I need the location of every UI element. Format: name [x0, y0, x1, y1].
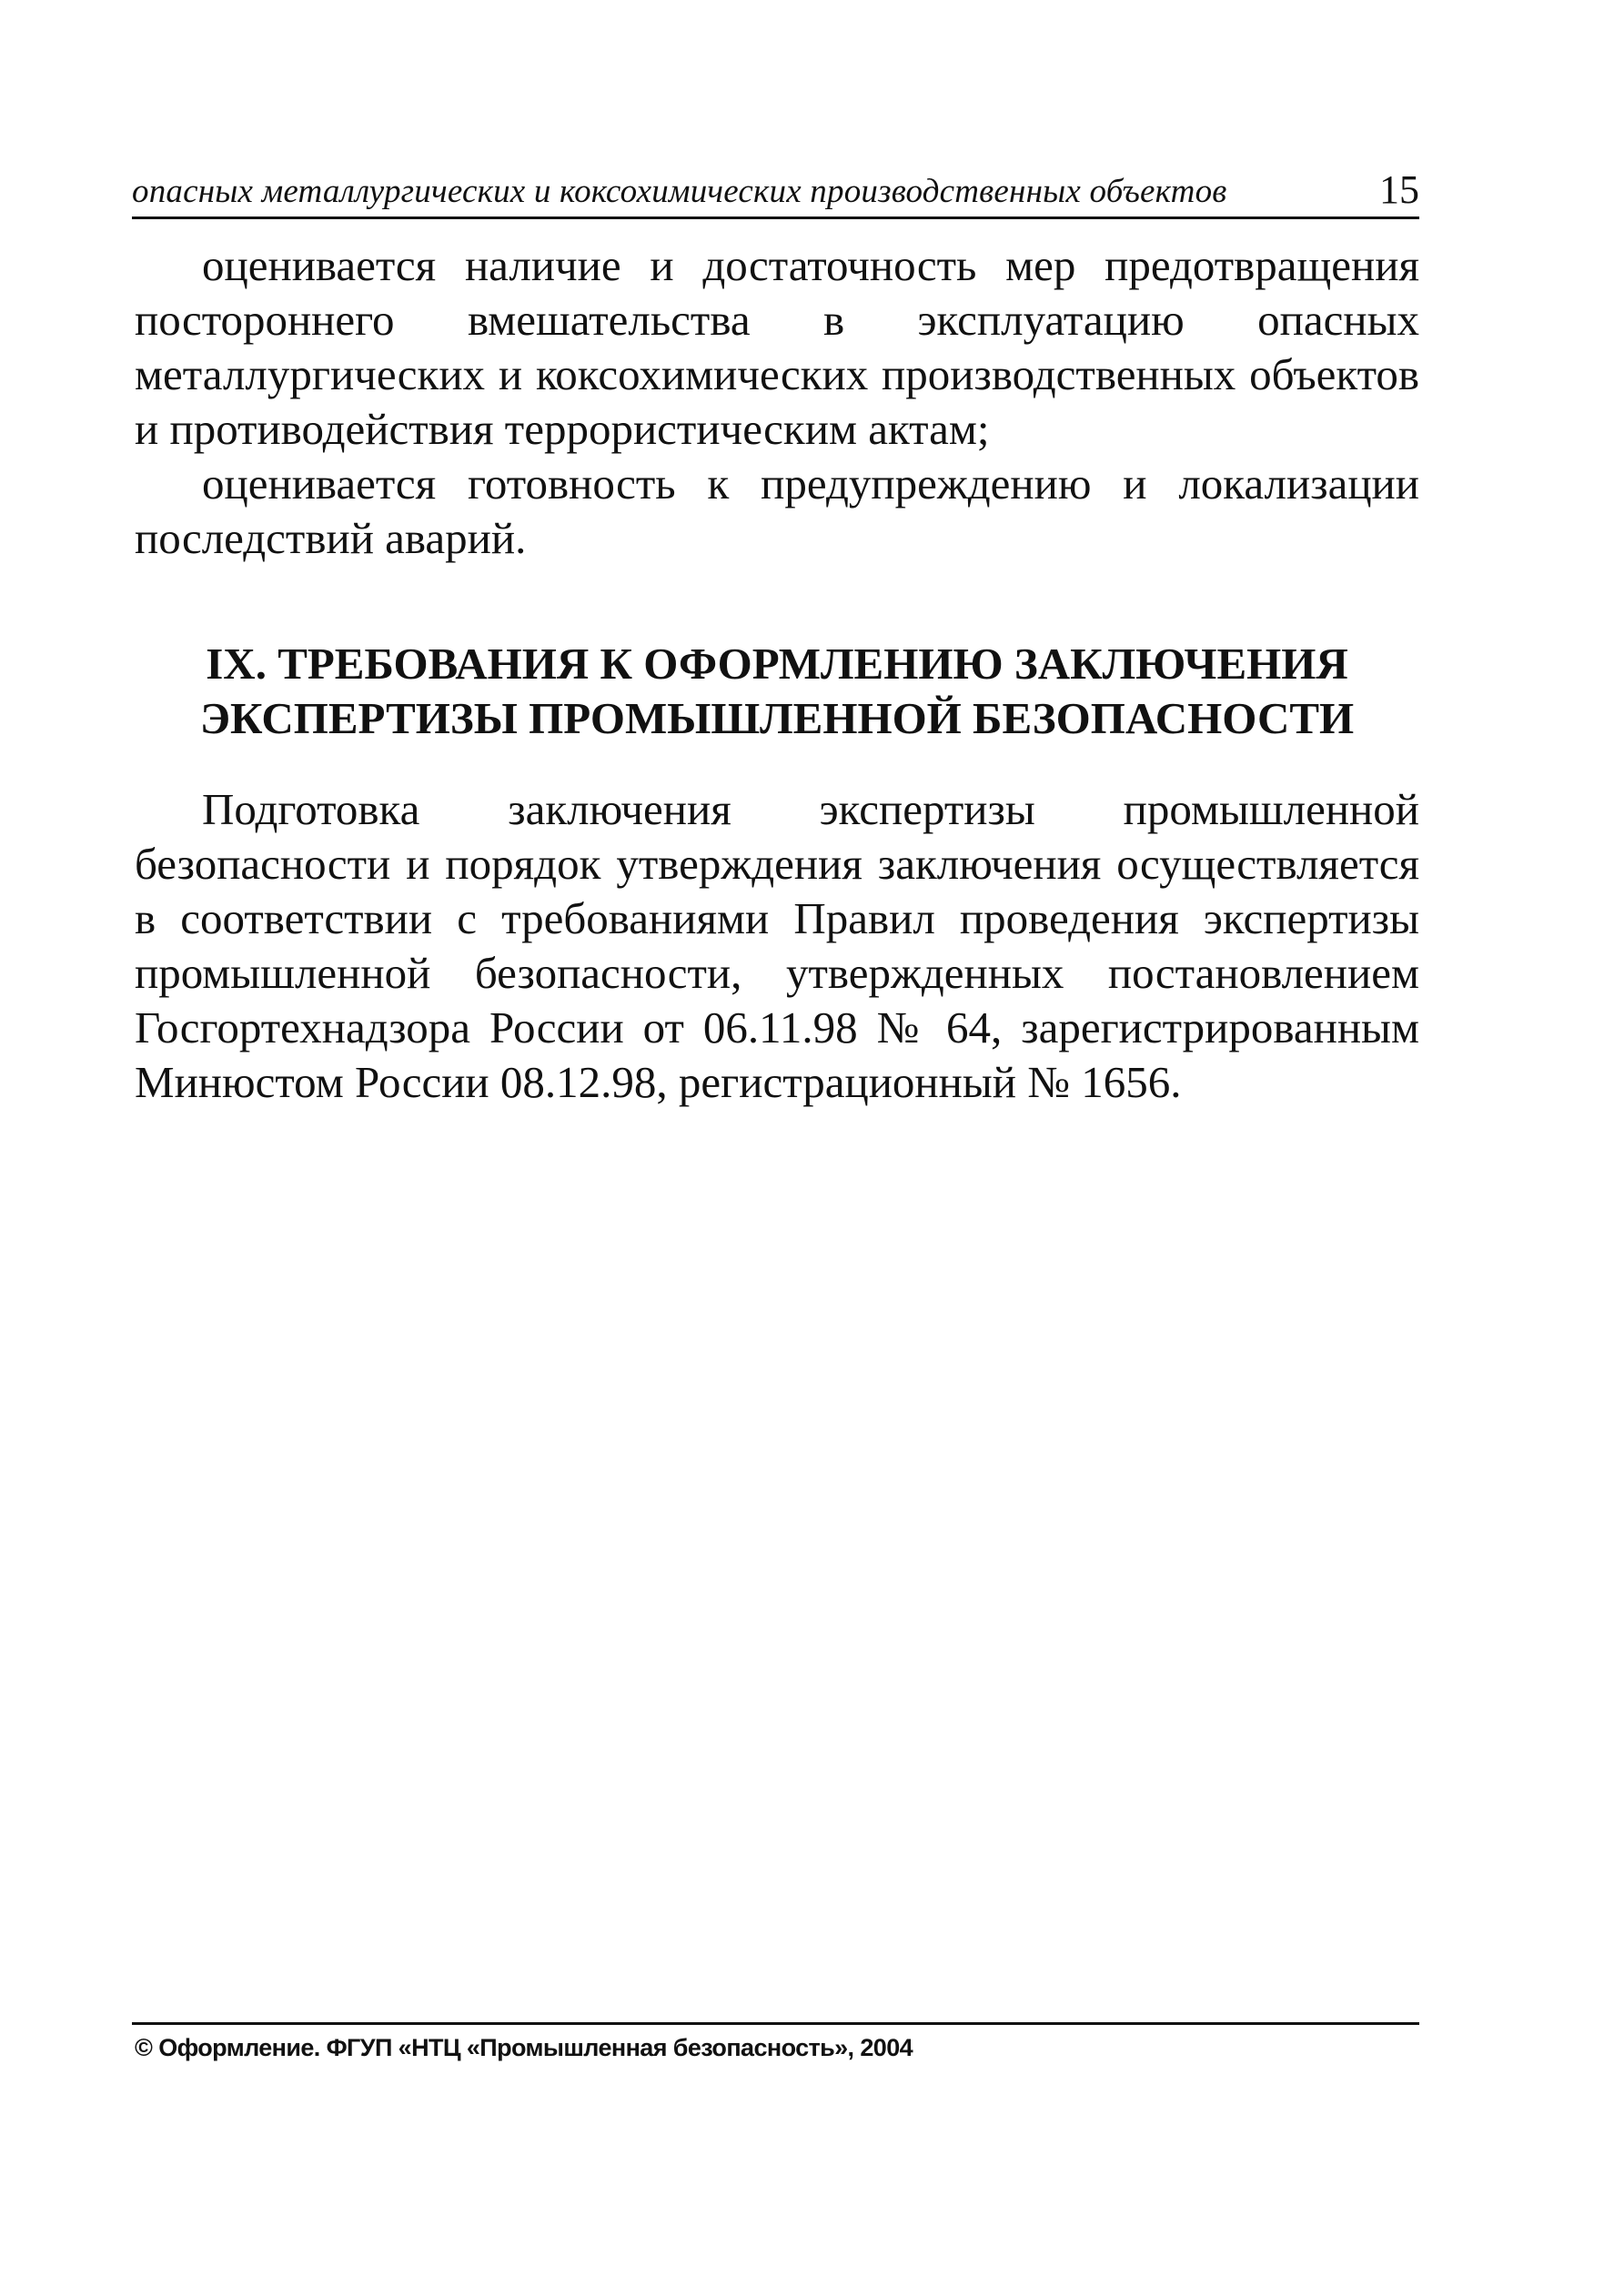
running-header	[132, 162, 1419, 219]
footer-copyright: © Оформление. ФГУП «НТЦ «Промышленная безопасность», 2004	[135, 2034, 913, 2061]
section-heading-line-2: ЭКСПЕРТИЗЫ ПРОМЫШЛЕННОЙ БЕЗОПАСНОСТИ	[199, 693, 1355, 743]
paragraph-readiness: оценивается готовность к предупреждению и локализации последствий аварий.	[135, 458, 1419, 563]
section-heading-line-1: IX. ТРЕБОВАНИЯ К ОФОРМЛЕНИЮ ЗАКЛЮЧЕНИЯ	[206, 639, 1348, 689]
page-number: 15	[1379, 167, 1419, 212]
paragraph-expertise-preparation: Подготовка заключения экспертизы промышленной безопасности и порядок утверждения заключения осуществляется в соответствии с требованиями Правил проведения экспертизы промышленной безопасности, утвержденных постановлением Госгортехнадзора России от 06.11.98 № 64, зарегистрированным Минюстом России 08.12.98, регистрационный № 1656.	[135, 784, 1419, 1107]
section-body	[135, 782, 1419, 1110]
running-title: опасных металлургических и коксохимических производственных объектов	[132, 173, 1227, 210]
footer-divider	[132, 2022, 1419, 2025]
section-heading	[135, 637, 1419, 746]
body-text	[135, 238, 1419, 566]
paragraph-measures: оценивается наличие и достаточность мер предотвращения постороннего вмешательства в эксплуатацию опасных металлургических и коксохимических производственных объектов и противодействия террористическим актам;	[135, 240, 1419, 454]
